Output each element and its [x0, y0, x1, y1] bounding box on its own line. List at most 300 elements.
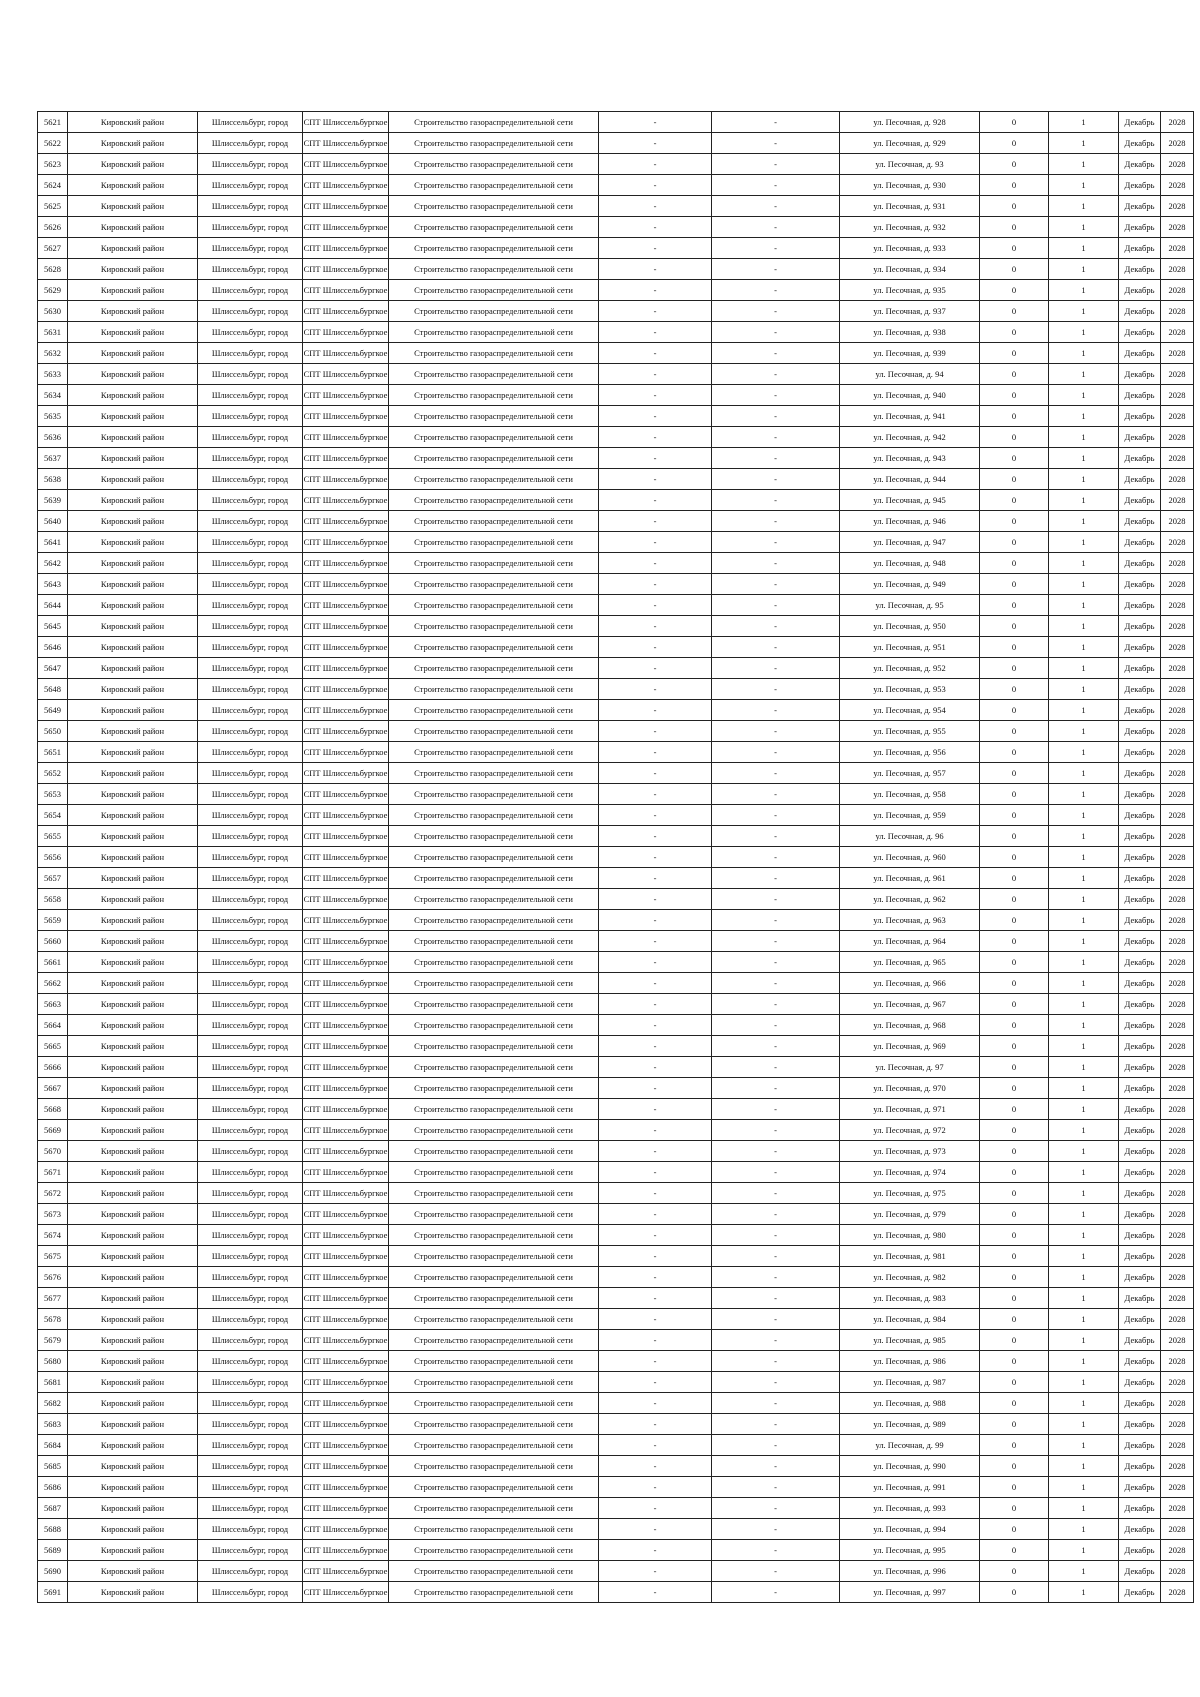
district-cell: Кировский район [68, 1162, 198, 1183]
address-house-number: 942 [932, 432, 946, 442]
value-b-cell: 1 [1049, 679, 1119, 700]
address-house-number: 989 [932, 1419, 946, 1429]
value-a-cell: 0 [980, 973, 1049, 994]
month-cell: Декабрь [1119, 1141, 1161, 1162]
address-street: ул. Песочная, д. [873, 1377, 933, 1387]
address-street: ул. Песочная, д. [873, 705, 933, 715]
row-number-cell: 5625 [38, 196, 68, 217]
table-row [38, 490, 1194, 511]
district-cell: Кировский район [68, 553, 198, 574]
address-cell [840, 910, 980, 931]
year-cell: 2028 [1161, 1162, 1194, 1183]
settlement-cell: Шлиссельбург, город [198, 1456, 303, 1477]
dash-cell: - [712, 1267, 840, 1288]
dash-cell: - [712, 532, 840, 553]
address-cell [840, 1120, 980, 1141]
row-number-cell: 5660 [38, 931, 68, 952]
settlement-cell: Шлиссельбург, город [198, 448, 303, 469]
year-cell: 2028 [1161, 679, 1194, 700]
month-cell: Декабрь [1119, 1498, 1161, 1519]
month-cell: Декабрь [1119, 1351, 1161, 1372]
address-cell [840, 679, 980, 700]
year-cell: 2028 [1161, 1477, 1194, 1498]
work-type-cell: Строительство газораспределительной сети [389, 1477, 599, 1498]
settlement-cell: Шлиссельбург, город [198, 784, 303, 805]
settlement-cell: Шлиссельбург, город [198, 637, 303, 658]
value-a-cell: 0 [980, 1120, 1049, 1141]
address-house-number: 948 [932, 558, 946, 568]
address-cell [840, 133, 980, 154]
dash-cell: - [712, 385, 840, 406]
value-b-cell: 1 [1049, 721, 1119, 742]
year-cell: 2028 [1161, 637, 1194, 658]
district-cell: Кировский район [68, 133, 198, 154]
address-street: ул. Песочная, д. [873, 1314, 933, 1324]
year-cell: 2028 [1161, 1582, 1194, 1603]
work-type-cell: Строительство газораспределительной сети [389, 1288, 599, 1309]
address-house-number: 983 [932, 1293, 946, 1303]
address-cell [840, 448, 980, 469]
dash-cell: - [599, 511, 712, 532]
table-row [38, 385, 1194, 406]
value-b-cell: 1 [1049, 931, 1119, 952]
municipality-cell: СПТ Шлиссельбургкое [303, 532, 389, 553]
dash-cell: - [712, 343, 840, 364]
dash-cell: - [599, 154, 712, 175]
table-row [38, 1372, 1194, 1393]
month-cell: Декабрь [1119, 1309, 1161, 1330]
settlement-cell: Шлиссельбург, город [198, 196, 303, 217]
settlement-cell: Шлиссельбург, город [198, 1162, 303, 1183]
dash-cell: - [712, 133, 840, 154]
municipality-cell: СПТ Шлиссельбургкое [303, 994, 389, 1015]
municipality-cell: СПТ Шлиссельбургкое [303, 1141, 389, 1162]
year-cell: 2028 [1161, 385, 1194, 406]
address-street: ул. Песочная, д. [873, 1020, 933, 1030]
work-type-cell: Строительство газораспределительной сети [389, 763, 599, 784]
row-number-cell: 5663 [38, 994, 68, 1015]
address-cell [840, 1330, 980, 1351]
month-cell: Декабрь [1119, 1372, 1161, 1393]
year-cell: 2028 [1161, 448, 1194, 469]
work-type-cell: Строительство газораспределительной сети [389, 700, 599, 721]
value-b-cell: 1 [1049, 217, 1119, 238]
value-b-cell: 1 [1049, 847, 1119, 868]
address-cell [840, 1078, 980, 1099]
settlement-cell: Шлиссельбург, город [198, 574, 303, 595]
address-cell [840, 406, 980, 427]
month-cell: Декабрь [1119, 1540, 1161, 1561]
district-cell: Кировский район [68, 280, 198, 301]
month-cell: Декабрь [1119, 511, 1161, 532]
address-cell [840, 343, 980, 364]
month-cell: Декабрь [1119, 1015, 1161, 1036]
municipality-cell: СПТ Шлиссельбургкое [303, 1120, 389, 1141]
table-row [38, 1561, 1194, 1582]
municipality-cell: СПТ Шлиссельбургкое [303, 196, 389, 217]
settlement-cell: Шлиссельбург, город [198, 385, 303, 406]
dash-cell: - [599, 280, 712, 301]
dash-cell: - [599, 1120, 712, 1141]
dash-cell: - [712, 553, 840, 574]
district-cell: Кировский район [68, 574, 198, 595]
year-cell: 2028 [1161, 322, 1194, 343]
table-row [38, 301, 1194, 322]
work-type-cell: Строительство газораспределительной сети [389, 259, 599, 280]
address-house-number: 985 [932, 1335, 946, 1345]
table-row [38, 637, 1194, 658]
value-b-cell: 1 [1049, 1015, 1119, 1036]
work-type-cell: Строительство газораспределительной сети [389, 1078, 599, 1099]
dash-cell: - [599, 1267, 712, 1288]
work-type-cell: Строительство газораспределительной сети [389, 343, 599, 364]
month-cell: Декабрь [1119, 427, 1161, 448]
address-house-number: 944 [932, 474, 946, 484]
address-street: ул. Песочная, д. [873, 474, 933, 484]
value-a-cell: 0 [980, 721, 1049, 742]
table-row [38, 322, 1194, 343]
value-a-cell: 0 [980, 1414, 1049, 1435]
address-street: ул. Песочная, д. [873, 915, 933, 925]
work-type-cell: Строительство газораспределительной сети [389, 1267, 599, 1288]
settlement-cell: Шлиссельбург, город [198, 616, 303, 637]
month-cell: Декабрь [1119, 196, 1161, 217]
district-cell: Кировский район [68, 1414, 198, 1435]
year-cell: 2028 [1161, 1057, 1194, 1078]
work-type-cell: Строительство газораспределительной сети [389, 1225, 599, 1246]
row-number-cell: 5677 [38, 1288, 68, 1309]
dash-cell: - [712, 679, 840, 700]
dash-cell: - [599, 637, 712, 658]
dash-cell: - [712, 973, 840, 994]
value-a-cell: 0 [980, 1288, 1049, 1309]
table-row [38, 1057, 1194, 1078]
settlement-cell: Шлиссельбург, город [198, 931, 303, 952]
district-cell: Кировский район [68, 490, 198, 511]
work-type-cell: Строительство газораспределительной сети [389, 847, 599, 868]
year-cell: 2028 [1161, 238, 1194, 259]
month-cell: Декабрь [1119, 448, 1161, 469]
year-cell: 2028 [1161, 994, 1194, 1015]
address-house-number: 928 [932, 117, 946, 127]
table-row [38, 1288, 1194, 1309]
year-cell: 2028 [1161, 1267, 1194, 1288]
dash-cell: - [599, 826, 712, 847]
address-street: ул. Песочная, д. [873, 1209, 933, 1219]
dash-cell: - [599, 385, 712, 406]
year-cell: 2028 [1161, 910, 1194, 931]
dash-cell: - [599, 595, 712, 616]
value-b-cell: 1 [1049, 1477, 1119, 1498]
district-cell: Кировский район [68, 595, 198, 616]
address-street: ул. Песочная, д. [873, 285, 933, 295]
dash-cell: - [712, 1477, 840, 1498]
address-house-number: 931 [932, 201, 946, 211]
row-number-cell: 5629 [38, 280, 68, 301]
row-number-cell: 5681 [38, 1372, 68, 1393]
dash-cell: - [599, 448, 712, 469]
settlement-cell: Шлиссельбург, город [198, 511, 303, 532]
work-type-cell: Строительство газораспределительной сети [389, 595, 599, 616]
municipality-cell: СПТ Шлиссельбургкое [303, 952, 389, 973]
address-street: ул. Песочная, д. [873, 684, 933, 694]
address-street: ул. Песочная, д. [873, 1125, 933, 1135]
address-street: ул. Песочная, д. [873, 789, 933, 799]
value-a-cell: 0 [980, 1225, 1049, 1246]
district-cell: Кировский район [68, 616, 198, 637]
municipality-cell: СПТ Шлиссельбургкое [303, 1015, 389, 1036]
municipality-cell: СПТ Шлиссельбургкое [303, 469, 389, 490]
work-type-cell: Строительство газораспределительной сети [389, 1015, 599, 1036]
address-house-number: 929 [932, 138, 946, 148]
value-b-cell: 1 [1049, 196, 1119, 217]
address-house-number: 979 [932, 1209, 946, 1219]
settlement-cell: Шлиссельбург, город [198, 238, 303, 259]
table-row [38, 1078, 1194, 1099]
address-street: ул. Песочная, д. [873, 936, 933, 946]
table-row [38, 826, 1194, 847]
value-b-cell: 1 [1049, 364, 1119, 385]
work-type-cell: Строительство газораспределительной сети [389, 553, 599, 574]
dash-cell: - [599, 994, 712, 1015]
year-cell: 2028 [1161, 1120, 1194, 1141]
settlement-cell: Шлиссельбург, город [198, 406, 303, 427]
dash-cell: - [599, 1561, 712, 1582]
dash-cell: - [599, 952, 712, 973]
dash-cell: - [712, 1498, 840, 1519]
municipality-cell: СПТ Шлиссельбургкое [303, 784, 389, 805]
row-number-cell: 5628 [38, 259, 68, 280]
dash-cell: - [599, 931, 712, 952]
address-cell [840, 994, 980, 1015]
value-b-cell: 1 [1049, 868, 1119, 889]
year-cell: 2028 [1161, 1078, 1194, 1099]
dash-cell: - [599, 532, 712, 553]
address-house-number: 95 [935, 600, 944, 610]
address-house-number: 960 [932, 852, 946, 862]
table-row [38, 553, 1194, 574]
municipality-cell: СПТ Шлиссельбургкое [303, 490, 389, 511]
address-cell [840, 931, 980, 952]
district-cell: Кировский район [68, 679, 198, 700]
address-cell [840, 784, 980, 805]
address-house-number: 951 [932, 642, 946, 652]
address-cell [840, 1540, 980, 1561]
value-b-cell: 1 [1049, 1351, 1119, 1372]
settlement-cell: Шлиссельбург, город [198, 1036, 303, 1057]
year-cell: 2028 [1161, 1435, 1194, 1456]
dash-cell: - [599, 1057, 712, 1078]
municipality-cell: СПТ Шлиссельбургкое [303, 511, 389, 532]
work-type-cell: Строительство газораспределительной сети [389, 868, 599, 889]
value-b-cell: 1 [1049, 406, 1119, 427]
municipality-cell: СПТ Шлиссельбургкое [303, 112, 389, 133]
row-number-cell: 5690 [38, 1561, 68, 1582]
value-b-cell: 1 [1049, 112, 1119, 133]
address-street: ул. Песочная, д. [873, 264, 933, 274]
value-a-cell: 0 [980, 154, 1049, 175]
month-cell: Декабрь [1119, 637, 1161, 658]
municipality-cell: СПТ Шлиссельбургкое [303, 1309, 389, 1330]
table-row [38, 1519, 1194, 1540]
work-type-cell: Строительство газораспределительной сети [389, 1351, 599, 1372]
address-house-number: 991 [932, 1482, 946, 1492]
value-a-cell: 0 [980, 364, 1049, 385]
municipality-cell: СПТ Шлиссельбургкое [303, 1288, 389, 1309]
row-number-cell: 5631 [38, 322, 68, 343]
row-number-cell: 5624 [38, 175, 68, 196]
table-row [38, 1162, 1194, 1183]
municipality-cell: СПТ Шлиссельбургкое [303, 1183, 389, 1204]
address-cell [840, 721, 980, 742]
value-b-cell: 1 [1049, 574, 1119, 595]
district-cell: Кировский район [68, 1477, 198, 1498]
address-street: ул. Песочная, д. [873, 1230, 933, 1240]
dash-cell: - [599, 700, 712, 721]
table-row [38, 1456, 1194, 1477]
district-cell: Кировский район [68, 343, 198, 364]
dash-cell: - [712, 406, 840, 427]
month-cell: Декабрь [1119, 658, 1161, 679]
address-street: ул. Песочная, д. [873, 1335, 933, 1345]
table-row [38, 784, 1194, 805]
dash-cell: - [599, 1078, 712, 1099]
municipality-cell: СПТ Шлиссельбургкое [303, 826, 389, 847]
row-number-cell: 5659 [38, 910, 68, 931]
dash-cell: - [712, 1330, 840, 1351]
value-b-cell: 1 [1049, 889, 1119, 910]
address-street: ул. Песочная, д. [873, 390, 933, 400]
dash-cell: - [712, 952, 840, 973]
settlement-cell: Шлиссельбург, город [198, 1582, 303, 1603]
address-street: ул. Песочная, д. [873, 1083, 933, 1093]
settlement-cell: Шлиссельбург, город [198, 994, 303, 1015]
year-cell: 2028 [1161, 1183, 1194, 1204]
table-row [38, 1477, 1194, 1498]
settlement-cell: Шлиссельбург, город [198, 1393, 303, 1414]
address-house-number: 938 [932, 327, 946, 337]
address-house-number: 93 [935, 159, 944, 169]
dash-cell: - [712, 1078, 840, 1099]
dash-cell: - [599, 1225, 712, 1246]
year-cell: 2028 [1161, 658, 1194, 679]
table-row [38, 574, 1194, 595]
month-cell: Декабрь [1119, 469, 1161, 490]
address-cell [840, 1162, 980, 1183]
row-number-cell: 5621 [38, 112, 68, 133]
value-b-cell: 1 [1049, 700, 1119, 721]
row-number-cell: 5643 [38, 574, 68, 595]
row-number-cell: 5653 [38, 784, 68, 805]
dash-cell: - [599, 1582, 712, 1603]
district-cell: Кировский район [68, 1225, 198, 1246]
table-row [38, 1141, 1194, 1162]
address-street: ул. Песочная, д. [873, 117, 933, 127]
address-house-number: 932 [932, 222, 946, 232]
municipality-cell: СПТ Шлиссельбургкое [303, 280, 389, 301]
row-number-cell: 5666 [38, 1057, 68, 1078]
dash-cell: - [599, 301, 712, 322]
municipality-cell: СПТ Шлиссельбургкое [303, 1540, 389, 1561]
year-cell: 2028 [1161, 826, 1194, 847]
dash-cell: - [712, 301, 840, 322]
month-cell: Декабрь [1119, 847, 1161, 868]
value-a-cell: 0 [980, 931, 1049, 952]
address-house-number: 958 [932, 789, 946, 799]
dash-cell: - [599, 238, 712, 259]
row-number-cell: 5672 [38, 1183, 68, 1204]
district-cell: Кировский район [68, 301, 198, 322]
address-cell [840, 973, 980, 994]
address-house-number: 99 [935, 1440, 944, 1450]
value-b-cell: 1 [1049, 973, 1119, 994]
address-house-number: 974 [932, 1167, 946, 1177]
month-cell: Декабрь [1119, 1414, 1161, 1435]
address-house-number: 956 [932, 747, 946, 757]
address-street: ул. Песочная, д. [873, 1461, 933, 1471]
dash-cell: - [599, 322, 712, 343]
row-number-cell: 5670 [38, 1141, 68, 1162]
row-number-cell: 5673 [38, 1204, 68, 1225]
year-cell: 2028 [1161, 700, 1194, 721]
work-type-cell: Строительство газораспределительной сети [389, 301, 599, 322]
month-cell: Декабрь [1119, 322, 1161, 343]
work-type-cell: Строительство газораспределительной сети [389, 154, 599, 175]
address-house-number: 971 [932, 1104, 946, 1114]
municipality-cell: СПТ Шлиссельбургкое [303, 1057, 389, 1078]
year-cell: 2028 [1161, 553, 1194, 574]
table-row [38, 259, 1194, 280]
value-b-cell: 1 [1049, 175, 1119, 196]
work-type-cell: Строительство газораспределительной сети [389, 238, 599, 259]
year-cell: 2028 [1161, 1372, 1194, 1393]
year-cell: 2028 [1161, 889, 1194, 910]
table-row [38, 658, 1194, 679]
value-b-cell: 1 [1049, 532, 1119, 553]
row-number-cell: 5667 [38, 1078, 68, 1099]
address-cell [840, 175, 980, 196]
value-b-cell: 1 [1049, 805, 1119, 826]
value-b-cell: 1 [1049, 280, 1119, 301]
district-cell: Кировский район [68, 427, 198, 448]
value-b-cell: 1 [1049, 637, 1119, 658]
month-cell: Декабрь [1119, 1393, 1161, 1414]
address-street: ул. Песочная, д. [873, 810, 933, 820]
row-number-cell: 5652 [38, 763, 68, 784]
table-row [38, 1036, 1194, 1057]
municipality-cell: СПТ Шлиссельбургкое [303, 154, 389, 175]
address-street: ул. Песочная, д. [873, 1167, 933, 1177]
work-type-cell: Строительство газораспределительной сети [389, 1120, 599, 1141]
district-cell: Кировский район [68, 1288, 198, 1309]
table-row [38, 364, 1194, 385]
month-cell: Декабрь [1119, 805, 1161, 826]
dash-cell: - [599, 742, 712, 763]
dash-cell: - [712, 1288, 840, 1309]
table-row [38, 1120, 1194, 1141]
address-cell [840, 1477, 980, 1498]
address-cell [840, 1141, 980, 1162]
value-a-cell: 0 [980, 238, 1049, 259]
address-house-number: 987 [932, 1377, 946, 1387]
row-number-cell: 5646 [38, 637, 68, 658]
address-cell [840, 805, 980, 826]
settlement-cell: Шлиссельбург, город [198, 1057, 303, 1078]
district-cell: Кировский район [68, 1246, 198, 1267]
table-row [38, 1498, 1194, 1519]
municipality-cell: СПТ Шлиссельбургкое [303, 805, 389, 826]
address-house-number: 968 [932, 1020, 946, 1030]
